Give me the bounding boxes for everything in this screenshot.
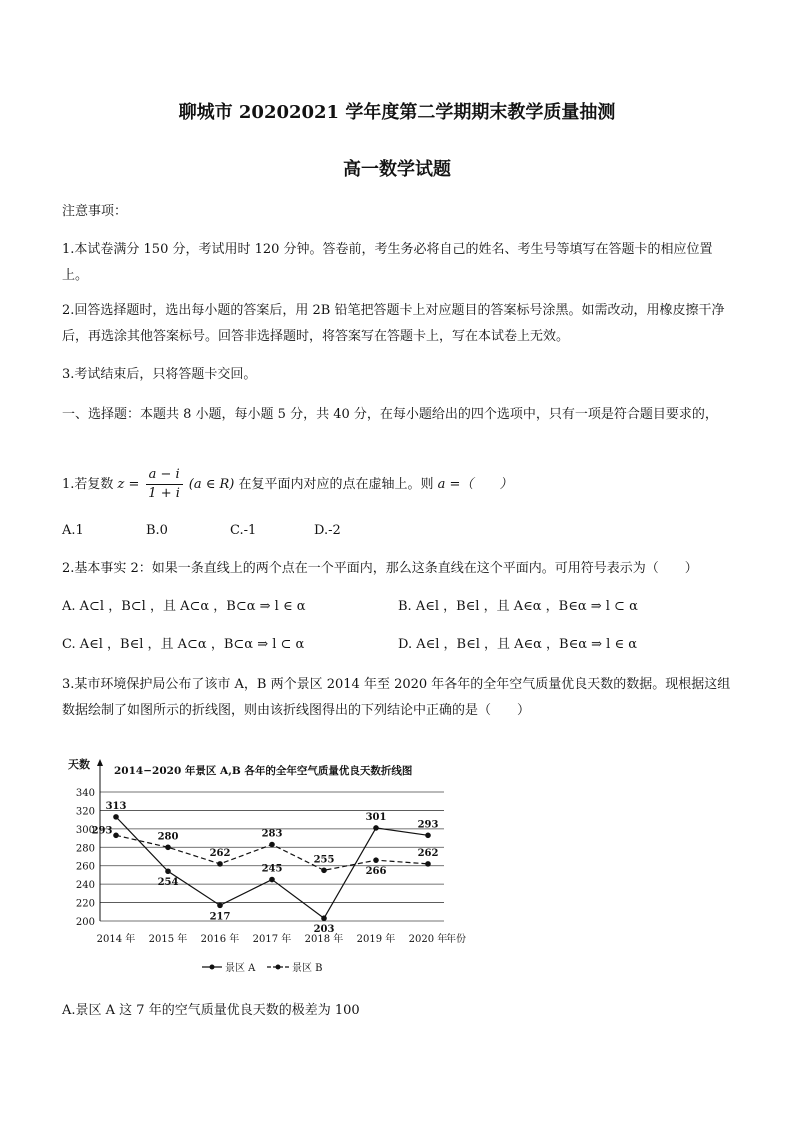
series-b-data-label: 266 [365,866,387,878]
series-a-data-label: 301 [365,811,387,823]
series-b-data-label: 262 [209,847,231,859]
x-tick-label: 2019 年 [356,934,396,945]
x-axis-label: 年份 [446,934,466,945]
y-tick-label: 280 [75,843,95,855]
series-a-point [321,915,327,921]
question-1-stem [62,466,738,504]
x-tick-label: 2015 年 [148,934,188,945]
series-a-data-label: 245 [261,863,283,875]
series-b-data-label: 283 [261,828,283,840]
series-a-data-label: 313 [105,800,127,812]
series-b-point [425,861,431,867]
q2-option-a: A. A⊂l ，B⊂l ，且 A⊂α ，B⊂α ⇒ l ∈ α [62,599,306,614]
y-tick-label: 220 [75,898,95,910]
x-tick-label: 2014 年 [96,934,136,945]
series-b-point [113,833,119,839]
y-tick-label: 340 [75,788,95,799]
q2-option-d: D. A∈l ，B∈l ，且 A∈α ，B∈α ⇒ l ∈ α [398,637,637,652]
notice-item-3: 3.考试结束后，只将答题卡交回。 [62,367,257,382]
series-a-point [113,814,119,820]
q1-suffix: 在复平面内对应的点在虚轴上。则 [238,477,434,492]
q1-option-c: C.-1 [230,523,257,538]
q1-z: z = [117,477,140,492]
legend-a-marker [210,965,215,970]
series-b-point [165,844,171,850]
legend-b-label: 景区 B [292,963,323,974]
q1-fraction [146,466,183,503]
x-tick-label: 2017 年 [252,934,292,945]
question-3-stem: 3.某市环境保护局公布了该市 A，B 两个景区 2014 年至 2020 年各年的全年空气质量优良天数的数据。现根据这组数据绘制了如图所示的折线图，则由该折线图得出的下列结论中正确的是（ ） [62,677,731,718]
series-a-point [165,868,171,874]
q1-condition: (a ∈ R) [188,477,235,492]
q1-option-b: B.0 [146,523,168,538]
series-a-data-label: 293 [417,819,439,831]
q1-ask: a =（ ） [437,477,513,492]
notice-heading: 注意事项： [62,204,128,219]
exam-title: 聊城市 20202021 学年度第二学期期末教学质量抽测 [178,102,616,123]
q1-prefix: 1.若复数 [62,477,114,492]
q1-option-d: D.-2 [314,523,341,538]
y-tick-label: 260 [75,861,95,873]
series-b-data-label: 255 [313,854,335,866]
q1-option-a: A.1 [62,523,84,538]
y-tick-label: 300 [75,824,95,836]
series-b-point [217,861,223,867]
chart-title: 2014−2020 年景区 A,B 各年的全年空气质量优良天数折线图 [114,765,413,777]
series-a-point [217,903,223,909]
series-b-data-label: 280 [157,831,179,843]
q2-option-c: C. A∈l ，B∈l ，且 A⊂α ，B⊂α ⇒ l ⊂ α [62,637,305,652]
q1-denominator: 1 + i [148,486,180,501]
section-heading: 一、选择题：本题共 8 小题，每小题 5 分，共 40 分，在每小题给出的四个选项中，只有一项是符合题目要求的， [62,407,718,422]
series-a-data-label: 217 [209,911,231,923]
legend-b-marker [276,965,281,970]
notice-item-1: 1.本试卷满分 150 分，考试用时 120 分钟。答卷前，考生务必将自己的姓名、考生号等填写在答题卡的相应位置上。 [62,242,713,283]
series-b-data-label: 262 [417,847,439,859]
x-tick-label: 2018 年 [304,934,344,945]
line-chart-svg [62,748,480,980]
line-chart [62,748,480,980]
series-a-data-label: 254 [157,877,179,889]
x-tick-label: 2016 年 [200,934,240,945]
x-tick-label: 2020 年 [408,934,448,945]
exam-subtitle: 高一数学试题 [343,159,451,180]
q1-numerator: a − i [146,466,183,485]
y-axis-label: 天数 [68,758,90,771]
legend-a-label: 景区 A [225,963,256,974]
question-2-stem: 2.基本事实 2：如果一条直线上的两个点在一个平面内，那么这条直线在这个平面内。可用符号表示为（ ） [62,561,698,576]
y-tick-label: 320 [75,806,95,818]
q3-option-a: A.景区 A 这 7 年的空气质量优良天数的极差为 100 [62,1003,360,1018]
series-b-data-label: 293 [91,825,113,837]
notice-item-2: 2.回答选择题时，选出每小题的答案后，用 2B 铅笔把答题卡上对应题目的答案标号涂黑。如需改动，用橡皮擦干净后，再选涂其他答案标号。回答非选择题时，将答案写在答题卡上，写在本试卷上无效。 [62,303,725,344]
series-b-point [269,842,275,848]
y-axis-arrow [97,759,103,766]
series-b-point [373,857,379,863]
series-b-point [321,868,327,874]
y-tick-label: 200 [75,917,95,928]
series-a-point [425,833,431,839]
series-a-point [373,825,379,831]
q2-option-b: B. A∈l ，B∈l ，且 A∈α ，B∈α ⇒ l ⊂ α [398,599,638,614]
series-a-point [269,877,275,883]
series-a-data-label: 203 [313,924,335,936]
y-tick-label: 240 [75,880,95,892]
